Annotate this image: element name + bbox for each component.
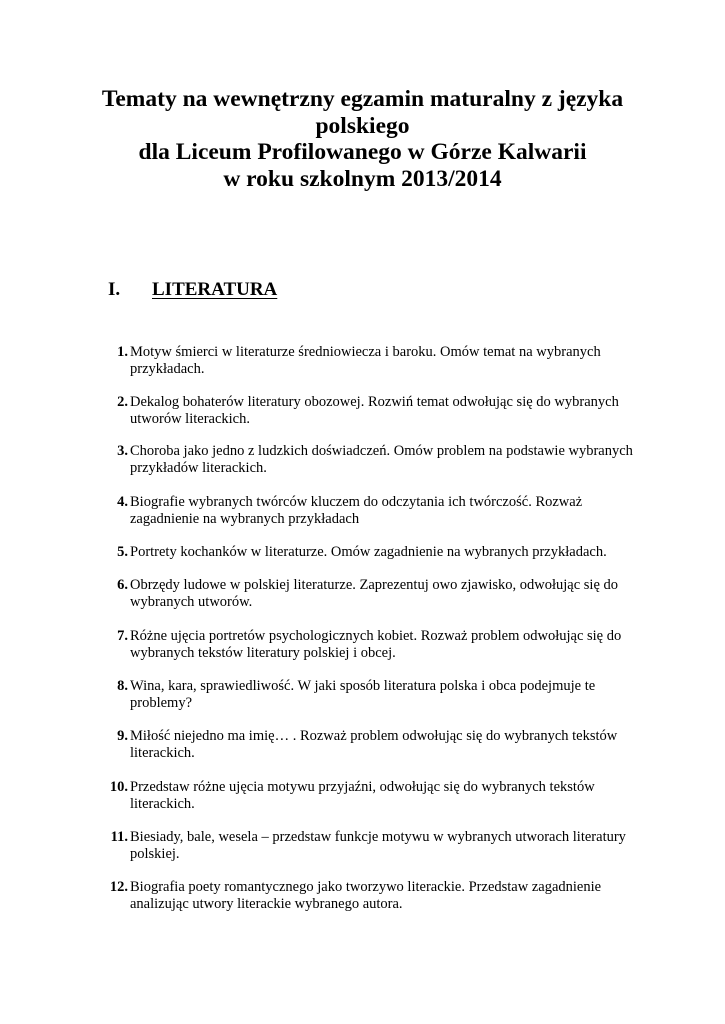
title-line-2: polskiego (315, 112, 410, 139)
item-line-2: literackich. (130, 745, 195, 761)
item-line-1: Biesiady, bale, wesela – przedstaw funkcje motywu w wybranych utworach literatury (130, 829, 626, 845)
item-line-1: Biografia poety romantycznego jako tworzywo literackie. Przedstaw zagadnienie (130, 879, 602, 895)
item-line-2: literackich. (130, 796, 195, 812)
item-line-2: wybranych utworów. (130, 594, 253, 610)
item-number: 9. (117, 728, 128, 744)
item-text (130, 344, 650, 378)
item-text (130, 628, 650, 662)
item-line-1: Portrety kochanków w literaturze. Omów zagadnienie na wybranych przykładach. (130, 544, 607, 560)
item-number: 8. (117, 678, 128, 694)
item-line-1: Miłość niejedno ma imię… . Rozważ problem odwołując się do wybranych tekstów (130, 728, 618, 744)
item-text (130, 443, 650, 477)
item-line-1: Dekalog bohaterów literatury obozowej. Rozwiń temat odwołując się do wybranych (130, 394, 619, 410)
item-line-2: problemy? (130, 695, 193, 711)
item-number: 4. (117, 494, 128, 510)
item-number: 10. (109, 779, 128, 795)
item-text (130, 879, 650, 913)
title-line-1: Tematy na wewnętrzny egzamin maturalny z języka (101, 86, 624, 112)
item-number: 3. (117, 443, 128, 459)
item-line-2: analizując utwory literackie wybranego autora. (130, 896, 403, 912)
item-text (130, 494, 650, 528)
item-line-2: wybranych tekstów literatury polskiej i obcej. (130, 645, 396, 661)
document-title (60, 86, 665, 192)
item-line-1: Motyw śmierci w literaturze średniowiecza i baroku. Omów temat na wybranych (130, 344, 601, 360)
item-number: 5. (117, 544, 128, 560)
item-line-2: polskiej. (130, 846, 180, 862)
item-number: 7. (117, 628, 128, 644)
item-line-1: Przedstaw różne ujęcia motywu przyjaźni, odwołując się do wybranych tekstów (130, 779, 595, 795)
item-line-2: utworów literackich. (130, 411, 250, 427)
item-text (130, 577, 650, 611)
section-number: I. (108, 279, 121, 300)
title-line-3: dla Liceum Profilowanego w Górze Kalwarii (138, 139, 587, 165)
item-number: 12. (109, 879, 128, 895)
item-line-2: przykładów literackich. (130, 460, 267, 476)
item-line-1: Różne ujęcia portretów psychologicznych kobiet. Rozważ problem odwołując się do (130, 628, 622, 644)
item-text (130, 829, 650, 863)
section-name: LITERATURA (152, 279, 278, 300)
item-line-1: Choroba jako jedno z ludzkich doświadczeń. Omów problem na podstawie wybranych (130, 443, 633, 459)
title-line-4: w roku szkolnym 2013/2014 (223, 165, 502, 192)
item-line-2: przykładach. (130, 361, 205, 377)
item-number: 2. (117, 394, 128, 410)
item-line-1: Wina, kara, sprawiedliwość. W jaki sposób literatura polska i obca podejmuje te (130, 678, 596, 694)
item-text (130, 394, 650, 428)
item-text (130, 779, 650, 813)
item-line-2: zagadnienie na wybranych przykładach (130, 511, 360, 527)
item-number: 11. (110, 829, 128, 845)
item-number: 1. (117, 344, 128, 360)
item-line-1: Biografie wybranych twórców kluczem do odczytania ich twórczość. Rozważ (130, 494, 583, 510)
item-text (130, 678, 650, 712)
item-text (130, 728, 650, 762)
item-number: 6. (117, 577, 128, 593)
item-line-1: Obrzędy ludowe w polskiej literaturze. Zaprezentuj owo zjawisko, odwołując się do (130, 577, 619, 593)
item-text (130, 544, 650, 561)
